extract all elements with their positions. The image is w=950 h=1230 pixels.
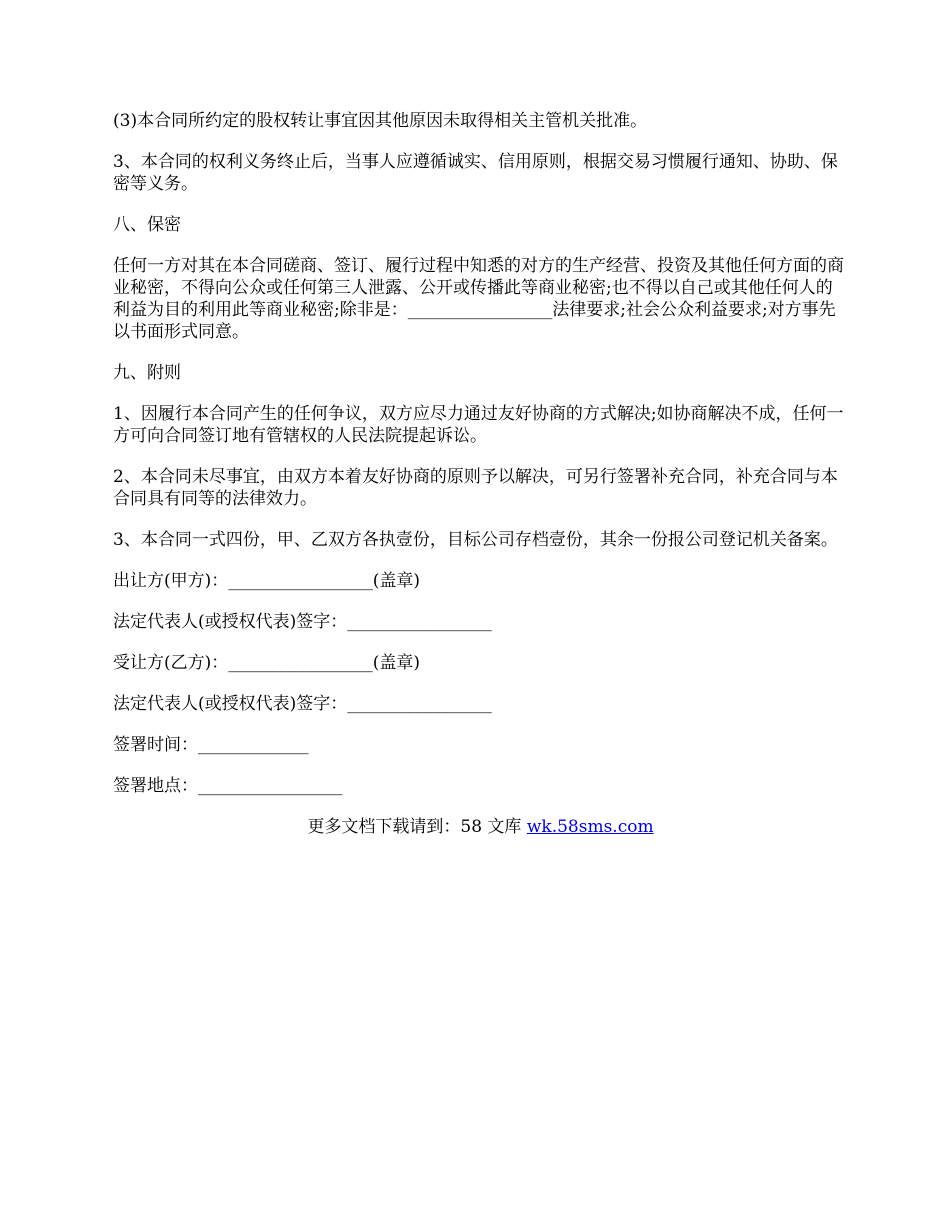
clause-confidentiality: 任何一方对其在本合同磋商、签订、履行过程中知悉的对方的生产经营、投资及其他任何方面的商业秘密，不得向公众或任何第三人泄露、公开或传播此等商业秘密;也不得以自己或其他任何人的利益为目的利用此等商业秘密;除非是：_________________法律要求;社会公众利益要求;对方事先以书面形式同意。 (113, 256, 844, 342)
clause-3-3: (3)本合同所约定的股权转让事宜因其他原因未取得相关主管机关批准。 (113, 111, 648, 131)
signature-transferee-representative: 法定代表人(或授权代表)签字：_________________ (113, 694, 492, 714)
signature-transferor-representative: 法定代表人(或授权代表)签字：_________________ (113, 612, 492, 632)
document-page (113, 110, 848, 838)
clause-supplementary-contract: 2、本合同未尽事宜，由双方本着友好协商的原则予以解决，可另行签署补充合同，补充合同与本合同具有同等的法律效力。 (113, 467, 838, 509)
signature-date: 签署时间：_____________ (113, 735, 309, 755)
clause-termination-duties: 3、本合同的权利义务终止后，当事人应遵循诚实、信用原则，根据交易习惯履行通知、协助、保密等义务。 (113, 152, 838, 194)
signature-transferee: 受让方(乙方)：_________________(盖章) (113, 653, 421, 673)
section-heading-confidentiality: 八、保密 (113, 215, 181, 235)
clause-copies: 3、本合同一式四份，甲、乙双方各执壹份，目标公司存档壹份，其余一份报公司登记机关备案。 (113, 530, 838, 550)
signature-transferor: 出让方(甲方)：_________________(盖章) (113, 571, 421, 591)
clause-dispute-resolution: 1、因履行本合同产生的任何争议，双方应尽力通过友好协商的方式解决;如协商解决不成，任何一方可向合同签订地有管辖权的人民法院提起诉讼。 (113, 404, 844, 446)
footer (113, 816, 848, 838)
signature-place: 签署地点：_________________ (113, 776, 343, 796)
section-heading-supplementary: 九、附则 (113, 363, 181, 383)
footer-text: 更多文档下载请到：58 文库 (307, 817, 527, 837)
footer-link[interactable]: wk.58sms.com (526, 817, 654, 837)
